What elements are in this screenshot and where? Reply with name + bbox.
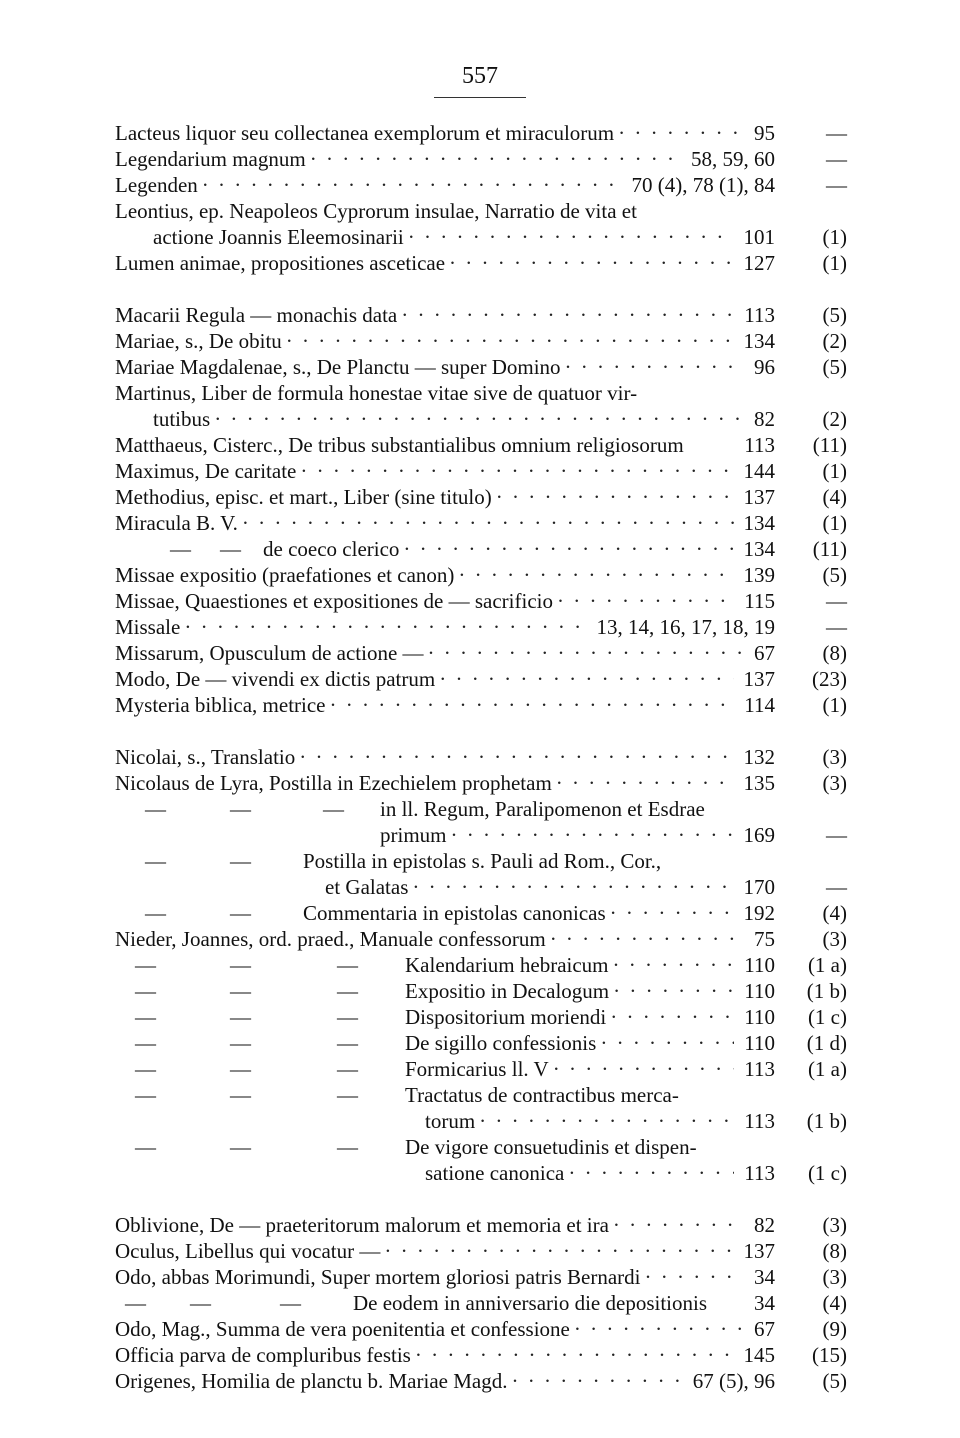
leader-dots [214,406,744,432]
entry-count: (5) [822,1369,847,1393]
leader-dots [184,614,586,640]
entry-count: (2) [822,329,847,353]
index-entry [115,770,847,796]
entry-pages: 113 [744,433,775,457]
entry-count: (4) [822,1291,847,1315]
entry-title: Missae expositio (praefationes et canon) [115,563,455,587]
entry-count: (2) [822,407,847,431]
ditto-dash: — [135,1005,156,1029]
index-entry [115,1368,847,1394]
entry-pages: 67 [754,641,775,665]
index-entry [115,874,847,900]
entry-text [115,1056,775,1082]
entry-count: (1 d) [806,1031,847,1055]
entry-count: (3) [822,771,847,795]
leader-dots [384,1238,733,1264]
entry-count: (3) [822,1265,847,1289]
entry-text [115,328,775,354]
page-number: 557 [462,63,498,89]
page-number-rule [434,97,526,98]
leader-dots [557,588,734,614]
entry-title: Methodius, episc. et mart., Liber (sine titulo) [115,485,492,509]
entry-count: (1) [822,225,847,249]
ditto-dash: — [230,901,251,925]
entry-text [115,484,775,510]
entry-title: Odo, Mag., Summa de vera poenitentia et confessione [115,1317,570,1341]
leader-dots [553,1056,735,1082]
index-entry [115,1134,847,1160]
entry-title: Nicolai, s., Translatio [115,745,296,769]
leader-dots [568,1160,734,1186]
ditto-dash: — [230,953,251,977]
entry-text [115,822,775,848]
index-entry [115,1316,847,1342]
entry-text [115,1316,775,1342]
entry-text [115,1082,775,1108]
index-entry [115,198,847,224]
index-entry [115,380,847,406]
index-entry [115,1342,847,1368]
entry-text [115,1290,775,1316]
entry-count: (8) [822,641,847,665]
index-entry [115,562,847,588]
ditto-dash: — [230,1083,251,1107]
entry-pages: 134 [743,329,775,353]
leader-dots [613,978,734,1004]
entry-pages: 110 [744,953,775,977]
entry-text [115,1030,775,1056]
leader-dots [600,1030,734,1056]
entry-count: (1) [822,251,847,275]
entry-count: (5) [822,355,847,379]
index-entry [115,848,847,874]
ditto-dash: — [145,901,166,925]
entry-count: (4) [822,485,847,509]
entry-pages: 137 [743,667,775,691]
ditto-dash: — [135,1135,156,1159]
leader-dots [550,926,744,952]
entry-title: Macarii Regula — monachis data [115,303,398,327]
entry-text [115,536,775,562]
index-entry [115,1264,847,1290]
entry-title: Legenden [115,173,198,197]
entry-pages: 101 [743,225,775,249]
entry-pages: 192 [743,901,775,925]
index-entry [115,172,847,198]
index-entry [115,822,847,848]
ditto-dash: — [230,1135,251,1159]
leader-dots [202,172,622,198]
leader-dots [242,510,734,536]
entry-text [115,1212,775,1238]
leader-dots [408,224,734,250]
entry-count: (3) [822,1213,847,1237]
entry-title: Missale [115,615,181,639]
entry-text [115,458,775,484]
index-entry [115,614,847,640]
entry-count: (11) [812,433,847,457]
index-entry [115,1290,847,1316]
ditto-dash: — [135,1031,156,1055]
ditto-dash: — [280,1291,301,1315]
entry-count: (8) [822,1239,847,1263]
entry-title: Kalendarium hebraicum [405,953,609,977]
index-entry [115,458,847,484]
ditto-dash: — [323,797,344,821]
entry-title: in ll. Regum, Paralipomenon et Esdrae [380,797,705,821]
leader-dots [479,1108,734,1134]
entry-title: Miracula B. V. [115,511,238,535]
leader-dots [401,302,734,328]
entry-count: (1) [822,511,847,535]
entry-count: (1) [822,459,847,483]
entry-pages: 113 [744,1057,775,1081]
entry-title: Nieder, Joannes, ord. praed., Manuale confessorum [115,927,546,951]
entry-count: (1 a) [807,953,847,977]
entry-pages: 58, 59, 60 [691,147,775,171]
entry-text [115,588,775,614]
ditto-dash: — [337,1057,358,1081]
index-entry [115,328,847,354]
entry-pages: 113 [744,1109,775,1133]
entry-title: Martinus, Liber de formula honestae vitae sive de quatuor vir- [115,381,638,405]
entry-text [115,1238,775,1264]
entry-text [115,354,775,380]
entry-count: — [826,589,847,613]
entry-text [115,172,775,198]
ditto-dash: — [337,1031,358,1055]
index-entry [115,146,847,172]
entry-title: satione canonica [425,1161,565,1185]
entry-title: Missae, Quaestiones et expositiones de — sacrificio [115,589,553,613]
entry-pages: 132 [743,745,775,769]
leader-dots [610,900,734,926]
entry-title: Commentaria in epistolas canonicas [303,901,606,925]
ditto-dash: — [135,979,156,1003]
entry-text [115,900,775,926]
leader-dots [299,744,733,770]
leader-dots [511,1368,682,1394]
entry-pages: 110 [744,1005,775,1029]
entry-title: Mariae Magdalenae, s., De Planctu — super Domino [115,355,561,379]
entry-text [115,848,775,874]
entry-title: De eodem in anniversario die depositionis [353,1291,707,1315]
entry-pages: 114 [744,693,775,717]
entry-pages: 13, 14, 16, 17, 18, 19 [596,615,775,639]
index-entry [115,406,847,432]
entry-title: Expositio in Decalogum [405,979,610,1003]
entry-title: Lacteus liquor seu collectanea exemplorum et miraculorum [115,121,615,145]
entry-text [115,796,775,822]
entry-text [115,146,775,172]
leader-dots [310,146,681,172]
entry-title: Postilla in epistolas s. Pauli ad Rom., Cor., [303,849,662,873]
entry-pages: 82 [754,407,775,431]
entry-count: (5) [822,563,847,587]
leader-dots [439,666,733,692]
entry-text [115,432,775,458]
entry-title: Missarum, Opusculum de actione — [115,641,424,665]
entry-pages: 96 [754,355,775,379]
index-entry [115,432,847,458]
entry-title: torum [425,1109,476,1133]
entry-pages: 82 [754,1213,775,1237]
entry-pages: 115 [744,589,775,613]
leader-dots [618,120,744,146]
entry-text [115,1160,775,1186]
entry-pages: 95 [754,121,775,145]
index-entry [115,666,847,692]
entry-pages: 139 [743,563,775,587]
leader-dots [412,874,733,900]
ditto-dash: — [220,537,241,561]
index-entry [115,640,847,666]
entry-text [115,1342,775,1368]
leader-dots [403,536,733,562]
entry-count: (15) [812,1343,847,1367]
entry-pages: 70 (4), 78 (1), 84 [631,173,775,197]
entry-pages: 137 [743,485,775,509]
ditto-dash: — [337,979,358,1003]
leader-dots [613,952,735,978]
entry-pages: 67 [754,1317,775,1341]
ditto-dash: — [135,1083,156,1107]
entry-title: tutibus [153,407,211,431]
entry-text [115,120,775,146]
entry-count: — [826,147,847,171]
leader-dots [449,250,733,276]
entry-count: — [826,121,847,145]
index-entry [115,1108,847,1134]
entry-count: (1 b) [806,979,847,1003]
entry-count: (1 c) [807,1161,847,1185]
entry-pages: 34 [754,1265,775,1289]
entry-title: De vigore consuetudinis et dispen- [405,1135,697,1159]
entry-count: (9) [822,1317,847,1341]
entry-text [115,510,775,536]
index-entry [115,120,847,146]
index-entry [115,302,847,328]
ditto-dash: — [135,953,156,977]
entry-pages: 75 [754,927,775,951]
entry-count: (23) [812,667,847,691]
index-entry [115,250,847,276]
entry-title: De sigillo confessionis [405,1031,597,1055]
entry-title: Officia parva de compluribus festis [115,1343,411,1367]
entry-pages: 110 [744,979,775,1003]
entry-text [115,952,775,978]
entry-title: et Galatas [325,875,409,899]
entry-title: Mariae, s., De obitu [115,329,282,353]
ditto-dash: — [230,979,251,1003]
entry-text [115,1264,775,1290]
index-entry [115,1082,847,1108]
leader-dots [556,770,734,796]
leader-dots [613,1212,744,1238]
entry-text [115,926,775,952]
ditto-dash: — [337,1005,358,1029]
entry-title: Formicarius ll. V [405,1057,549,1081]
ditto-dash: — [145,797,166,821]
index-entry [115,1238,847,1264]
entry-text [115,1004,775,1030]
entry-title: Matthaeus, Cisterc., De tribus substantialibus omnium religiosorum [115,433,684,457]
index-entry [115,224,847,250]
entry-count: — [826,173,847,197]
entry-text [115,1134,775,1160]
entry-count: (4) [822,901,847,925]
leader-dots [300,458,733,484]
ditto-dash: — [145,849,166,873]
entry-text [115,250,775,276]
index-entry [115,1056,847,1082]
entry-count: — [826,875,847,899]
entry-text [115,640,775,666]
entry-count: (3) [822,927,847,951]
index-entry [115,926,847,952]
entry-title: actione Joannis Eleemosinarii [153,225,404,249]
leader-dots [415,1342,734,1368]
leader-dots [574,1316,744,1342]
entry-title: Tractatus de contractibus merca- [405,1083,679,1107]
index-entry [115,1030,847,1056]
entry-pages: 137 [743,1239,775,1263]
index-entry [115,900,847,926]
entry-count: (1 a) [807,1057,847,1081]
index-entry [115,796,847,822]
ditto-dash: — [190,1291,211,1315]
entry-text [115,978,775,1004]
entry-title: Maximus, De caritate [115,459,297,483]
index-entry [115,1212,847,1238]
entry-title: Leontius, ep. Neapoleos Cyprorum insulae, Narratio de vita et [115,199,637,223]
entry-text [115,1368,775,1394]
entry-text [115,874,775,900]
entry-count: (1 c) [807,1005,847,1029]
entry-pages: 34 [754,1291,775,1315]
entry-pages: 134 [743,511,775,535]
entry-pages: 110 [744,1031,775,1055]
entry-text [115,562,775,588]
entry-title: Modo, De — vivendi ex dictis patrum [115,667,436,691]
ditto-dash: — [337,953,358,977]
index-entry [115,1160,847,1186]
entry-title: de coeco clerico [263,537,400,561]
leader-dots [565,354,744,380]
leader-dots [330,692,735,718]
entry-text [115,380,775,406]
leader-dots [458,562,733,588]
entry-count: — [826,823,847,847]
index-entry [115,354,847,380]
leader-dots [610,1004,734,1030]
entry-text [115,666,775,692]
entry-title: Oculus, Libellus qui vocatur — [115,1239,381,1263]
entry-title: Origenes, Homilia de planctu b. Mariae Magd. [115,1369,508,1393]
entry-text [115,198,775,224]
index-entry [115,510,847,536]
entry-text [115,770,775,796]
entry-title: Nicolaus de Lyra, Postilla in Ezechielem prophetam [115,771,552,795]
leader-dots [451,822,734,848]
index-entry [115,978,847,1004]
index-entry [115,484,847,510]
entry-title: Lumen animae, propositiones asceticae [115,251,446,275]
entry-pages: 113 [744,1161,775,1185]
entry-text [115,302,775,328]
entry-count: (1) [822,693,847,717]
entry-text [115,692,775,718]
index-entry [115,588,847,614]
entry-pages: 134 [743,537,775,561]
entry-title: Odo, abbas Morimundi, Super mortem gloriosi patris Bernardi [115,1265,641,1289]
ditto-dash: — [230,797,251,821]
entry-text [115,614,775,640]
entry-title: Mysteria biblica, metrice [115,693,326,717]
entry-title: Legendarium magnum [115,147,306,171]
ditto-dash: — [337,1135,358,1159]
entry-title: Oblivione, De — praeteritorum malorum et memoria et ira [115,1213,609,1237]
entry-title: primum [380,823,447,847]
ditto-dash: — [230,849,251,873]
index-list [115,120,847,1394]
entry-pages: 113 [744,303,775,327]
entry-count: (5) [822,303,847,327]
entry-count: (3) [822,745,847,769]
section-gap [115,1186,847,1212]
entry-pages: 127 [743,251,775,275]
entry-text [115,224,775,250]
entry-text [115,1108,775,1134]
ditto-dash: — [125,1291,146,1315]
entry-pages: 135 [743,771,775,795]
leader-dots [428,640,744,666]
index-entry [115,692,847,718]
entry-text [115,406,775,432]
section-gap [115,276,847,302]
leader-dots [286,328,734,354]
ditto-dash: — [230,1057,251,1081]
index-entry [115,1004,847,1030]
leader-dots [496,484,734,510]
section-gap [115,718,847,744]
ditto-dash: — [230,1031,251,1055]
leader-dots [645,1264,744,1290]
entry-pages: 67 (5), 96 [692,1369,775,1393]
entry-pages: 145 [743,1343,775,1367]
entry-count: (11) [812,537,847,561]
index-entry [115,952,847,978]
entry-pages: 144 [743,459,775,483]
index-entry [115,536,847,562]
entry-text [115,744,775,770]
ditto-dash: — [337,1083,358,1107]
entry-pages: 169 [743,823,775,847]
ditto-dash: — [170,537,191,561]
ditto-dash: — [135,1057,156,1081]
entry-count: — [826,615,847,639]
entry-count: (1 b) [806,1109,847,1133]
index-entry [115,744,847,770]
entry-pages: 170 [743,875,775,899]
ditto-dash: — [230,1005,251,1029]
entry-title: Dispositorium moriendi [405,1005,607,1029]
